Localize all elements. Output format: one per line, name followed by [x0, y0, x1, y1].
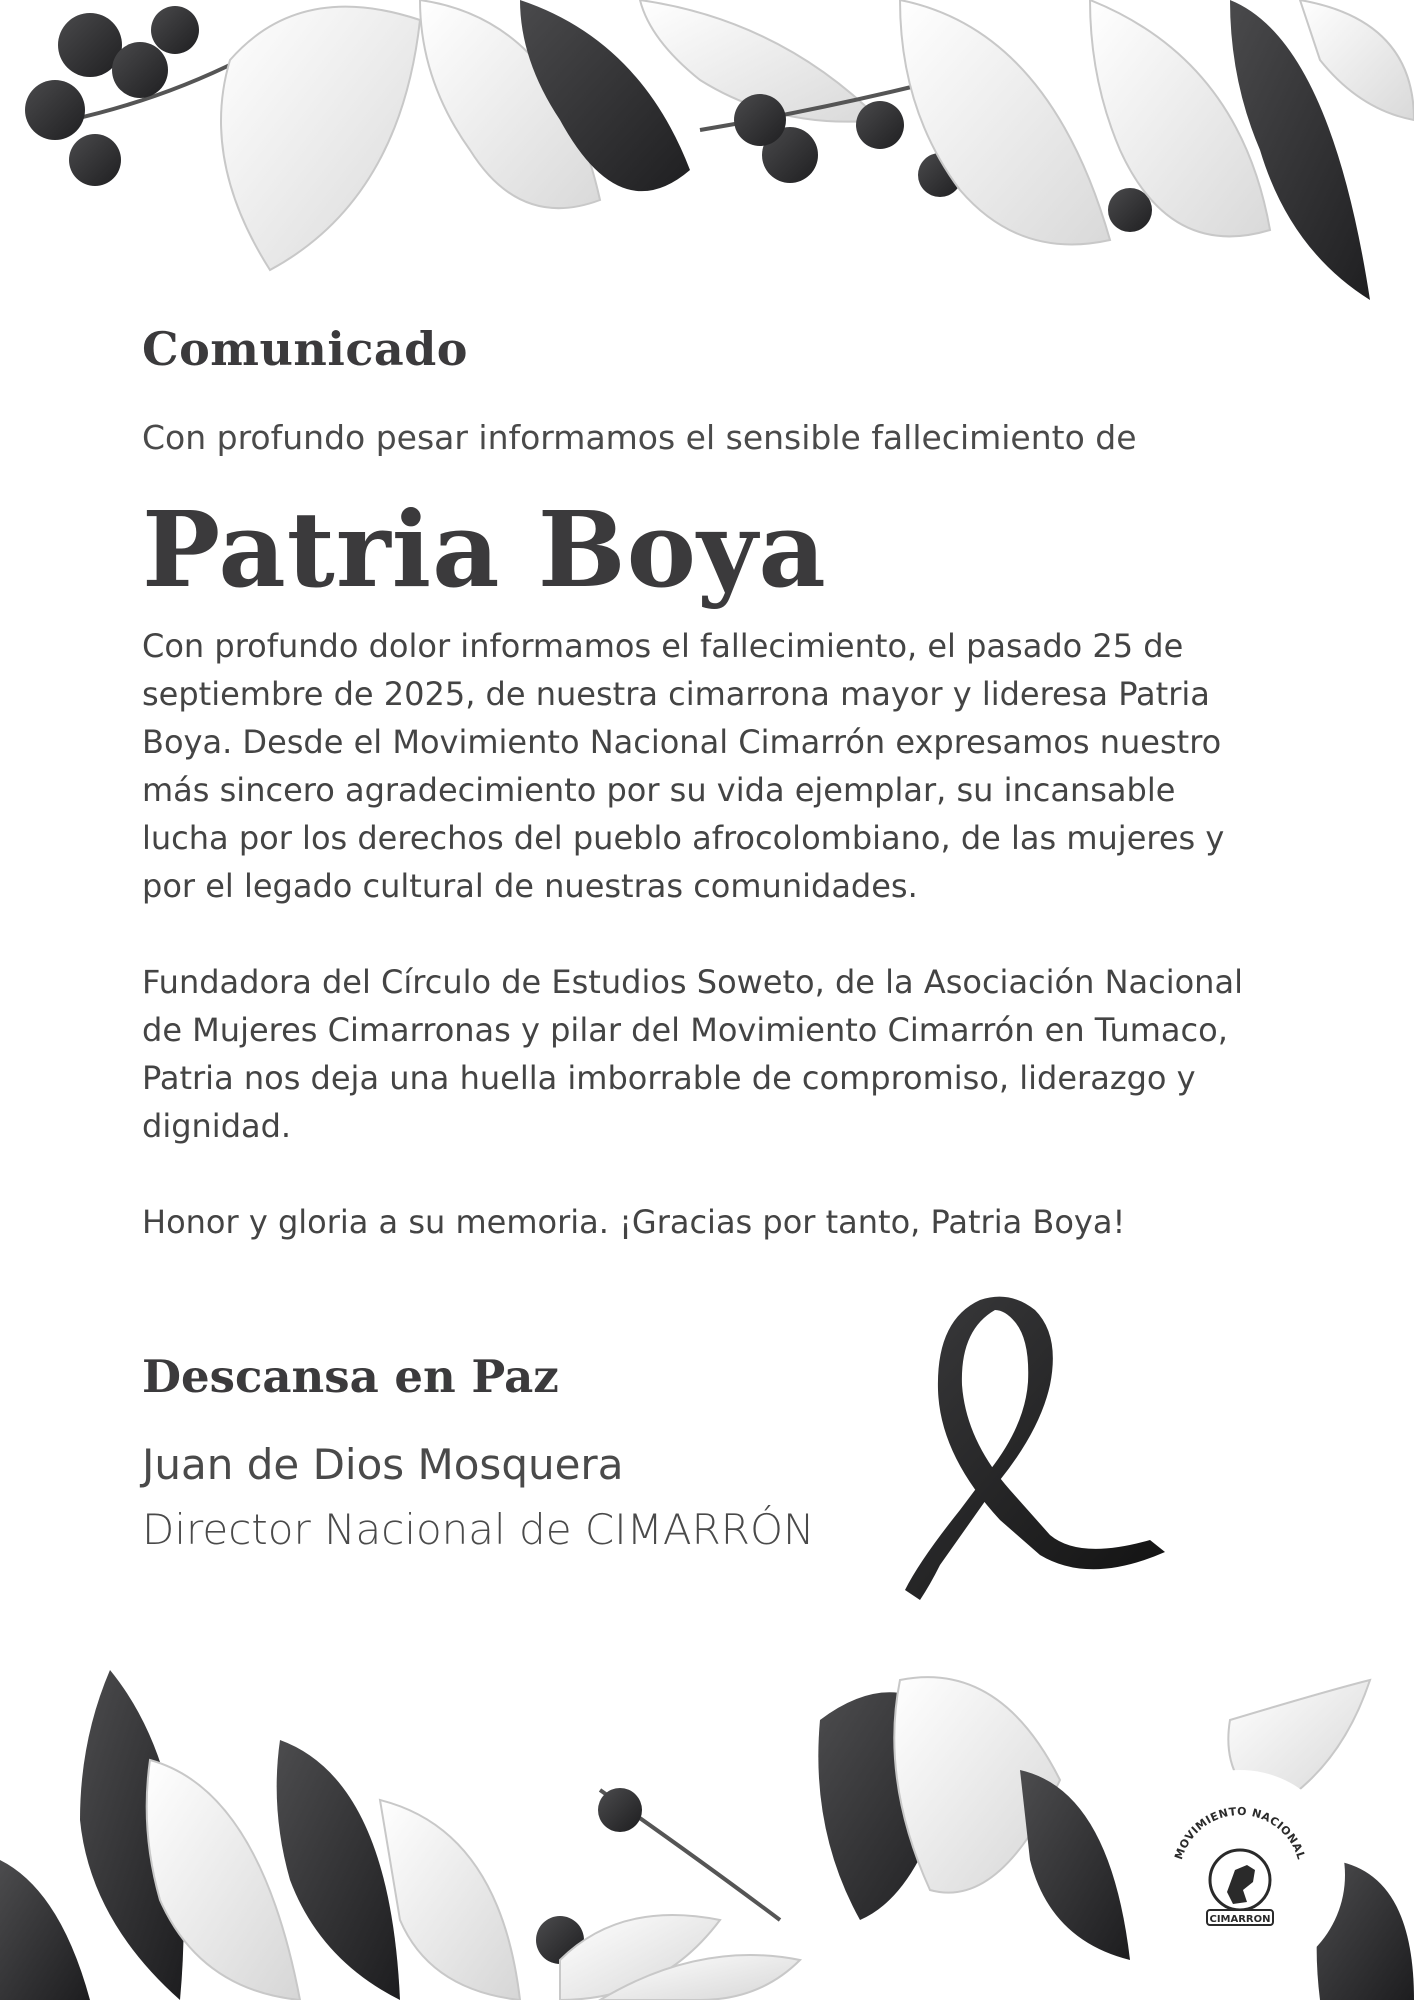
intro-line: Con profundo pesar informamos el sensible fallecimiento de: [142, 418, 1137, 457]
top-leaf-decoration: [0, 0, 1414, 330]
communique-heading: Comunicado: [142, 322, 468, 376]
body-paragraph: Con profundo dolor informamos el fallecimiento, el pasado 25 de septiembre de 2025, de nuestra cimarrona mayor y lideresa Patria Boya. Desde el Movimiento Nacional Cimarrón expresamos nuestro más sincero agradecimiento por su vida ejemplar, su incansable lucha por los derechos del pueblo afrocolombiano, de las mujeres y por el legado cultural de nuestras comunidades.: [142, 627, 1225, 905]
signature-name: Juan de Dios Mosquera: [142, 1440, 624, 1489]
raised-fist-icon: [1227, 1865, 1255, 1904]
deceased-name: Patria Boya: [142, 488, 827, 611]
svg-text:MOVIMIENTO NACIONAL: [1172, 1805, 1308, 1861]
cimarron-logo: [1135, 1770, 1345, 1980]
closing-heading: Descansa en Paz: [142, 1350, 559, 1403]
body-paragraph: Honor y gloria a su memoria. ¡Gracias por tanto, Patria Boya!: [142, 1203, 1126, 1241]
logo-bottom-text: CIMARRON: [1209, 1914, 1271, 1925]
logo-top-text: MOVIMIENTO NACIONAL: [1172, 1804, 1308, 1862]
signature-title: Director Nacional de CIMARRÓN: [142, 1505, 815, 1554]
body-paragraph: Fundadora del Círculo de Estudios Soweto, de la Asociación Nacional de Mujeres Cimarronas y pilar del Movimiento Cimarrón en Tumaco, Patria nos deja una huella imborrable de compromiso, liderazgo y dignidad.: [142, 963, 1243, 1145]
mourning-ribbon-icon: [900, 1290, 1180, 1610]
